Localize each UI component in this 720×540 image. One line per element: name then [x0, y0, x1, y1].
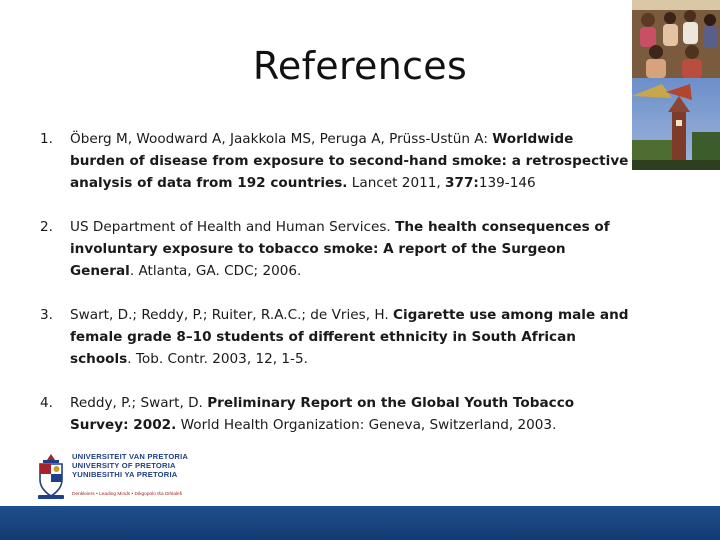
logo-line-sepedi: YUNIBESITHI YA PRETORIA — [72, 470, 178, 479]
university-crest-icon — [36, 452, 66, 500]
logo-line-afrikaans: UNIVERSITEIT VAN PRETORIA — [72, 452, 189, 461]
reference-list — [40, 128, 630, 458]
footer-bar — [0, 506, 720, 540]
reference-title: Preliminary Report on the Global Youth Tobacco Survey: 2002. — [70, 395, 575, 433]
reference-volume: 377: — [445, 175, 479, 191]
reference-source: . Atlanta, GA. CDC; 2006. — [129, 263, 302, 279]
reference-number: 2. — [40, 219, 53, 235]
reference-title: The health consequences of involuntary exposure to tobacco smoke: A report of the Surgeon General — [70, 219, 610, 279]
reference-authors: Öberg M, Woodward A, Jaakkola MS, Peruga A, Prüss-Ustün A: — [70, 131, 493, 147]
reference-authors: Reddy, P.; Swart, D. — [70, 395, 208, 411]
reference-number: 1. — [40, 131, 53, 147]
reference-authors: US Department of Health and Human Services. — [70, 219, 396, 235]
reference-source: Lancet 2011, — [347, 175, 446, 191]
students-photo-strip — [632, 0, 720, 170]
university-motto: Denkleiers • Leading Minds • Dikgopolo tša Dihlalefi — [72, 492, 183, 497]
reference-item — [40, 128, 630, 194]
slide-title: References — [252, 44, 468, 88]
reference-pages: 139-146 — [478, 175, 536, 191]
reference-item — [40, 392, 630, 436]
reference-source: World Health Organization: Geneva, Switzerland, 2003. — [176, 417, 557, 433]
university-name — [72, 452, 212, 479]
reference-title: Worldwide burden of disease from exposure to second-hand smoke: a retrospective analysis of data from 192 countries. — [70, 131, 629, 191]
reference-number: 3. — [40, 307, 53, 323]
reference-number: 4. — [40, 395, 53, 411]
logo-line-english: UNIVERSITY OF PRETORIA — [72, 461, 176, 470]
reference-authors: Swart, D.; Reddy, P.; Ruiter, R.A.C.; de Vries, H. — [70, 307, 393, 323]
reference-title: Cigarette use among male and female grade 8–10 students of different ethnicity in South African schools — [70, 307, 629, 367]
reference-item — [40, 304, 630, 370]
reference-item — [40, 216, 630, 282]
university-logo — [36, 452, 206, 502]
reference-source: . Tob. Contr. 2003, 12, 1-5. — [127, 351, 308, 367]
students-photo-image — [632, 0, 720, 170]
